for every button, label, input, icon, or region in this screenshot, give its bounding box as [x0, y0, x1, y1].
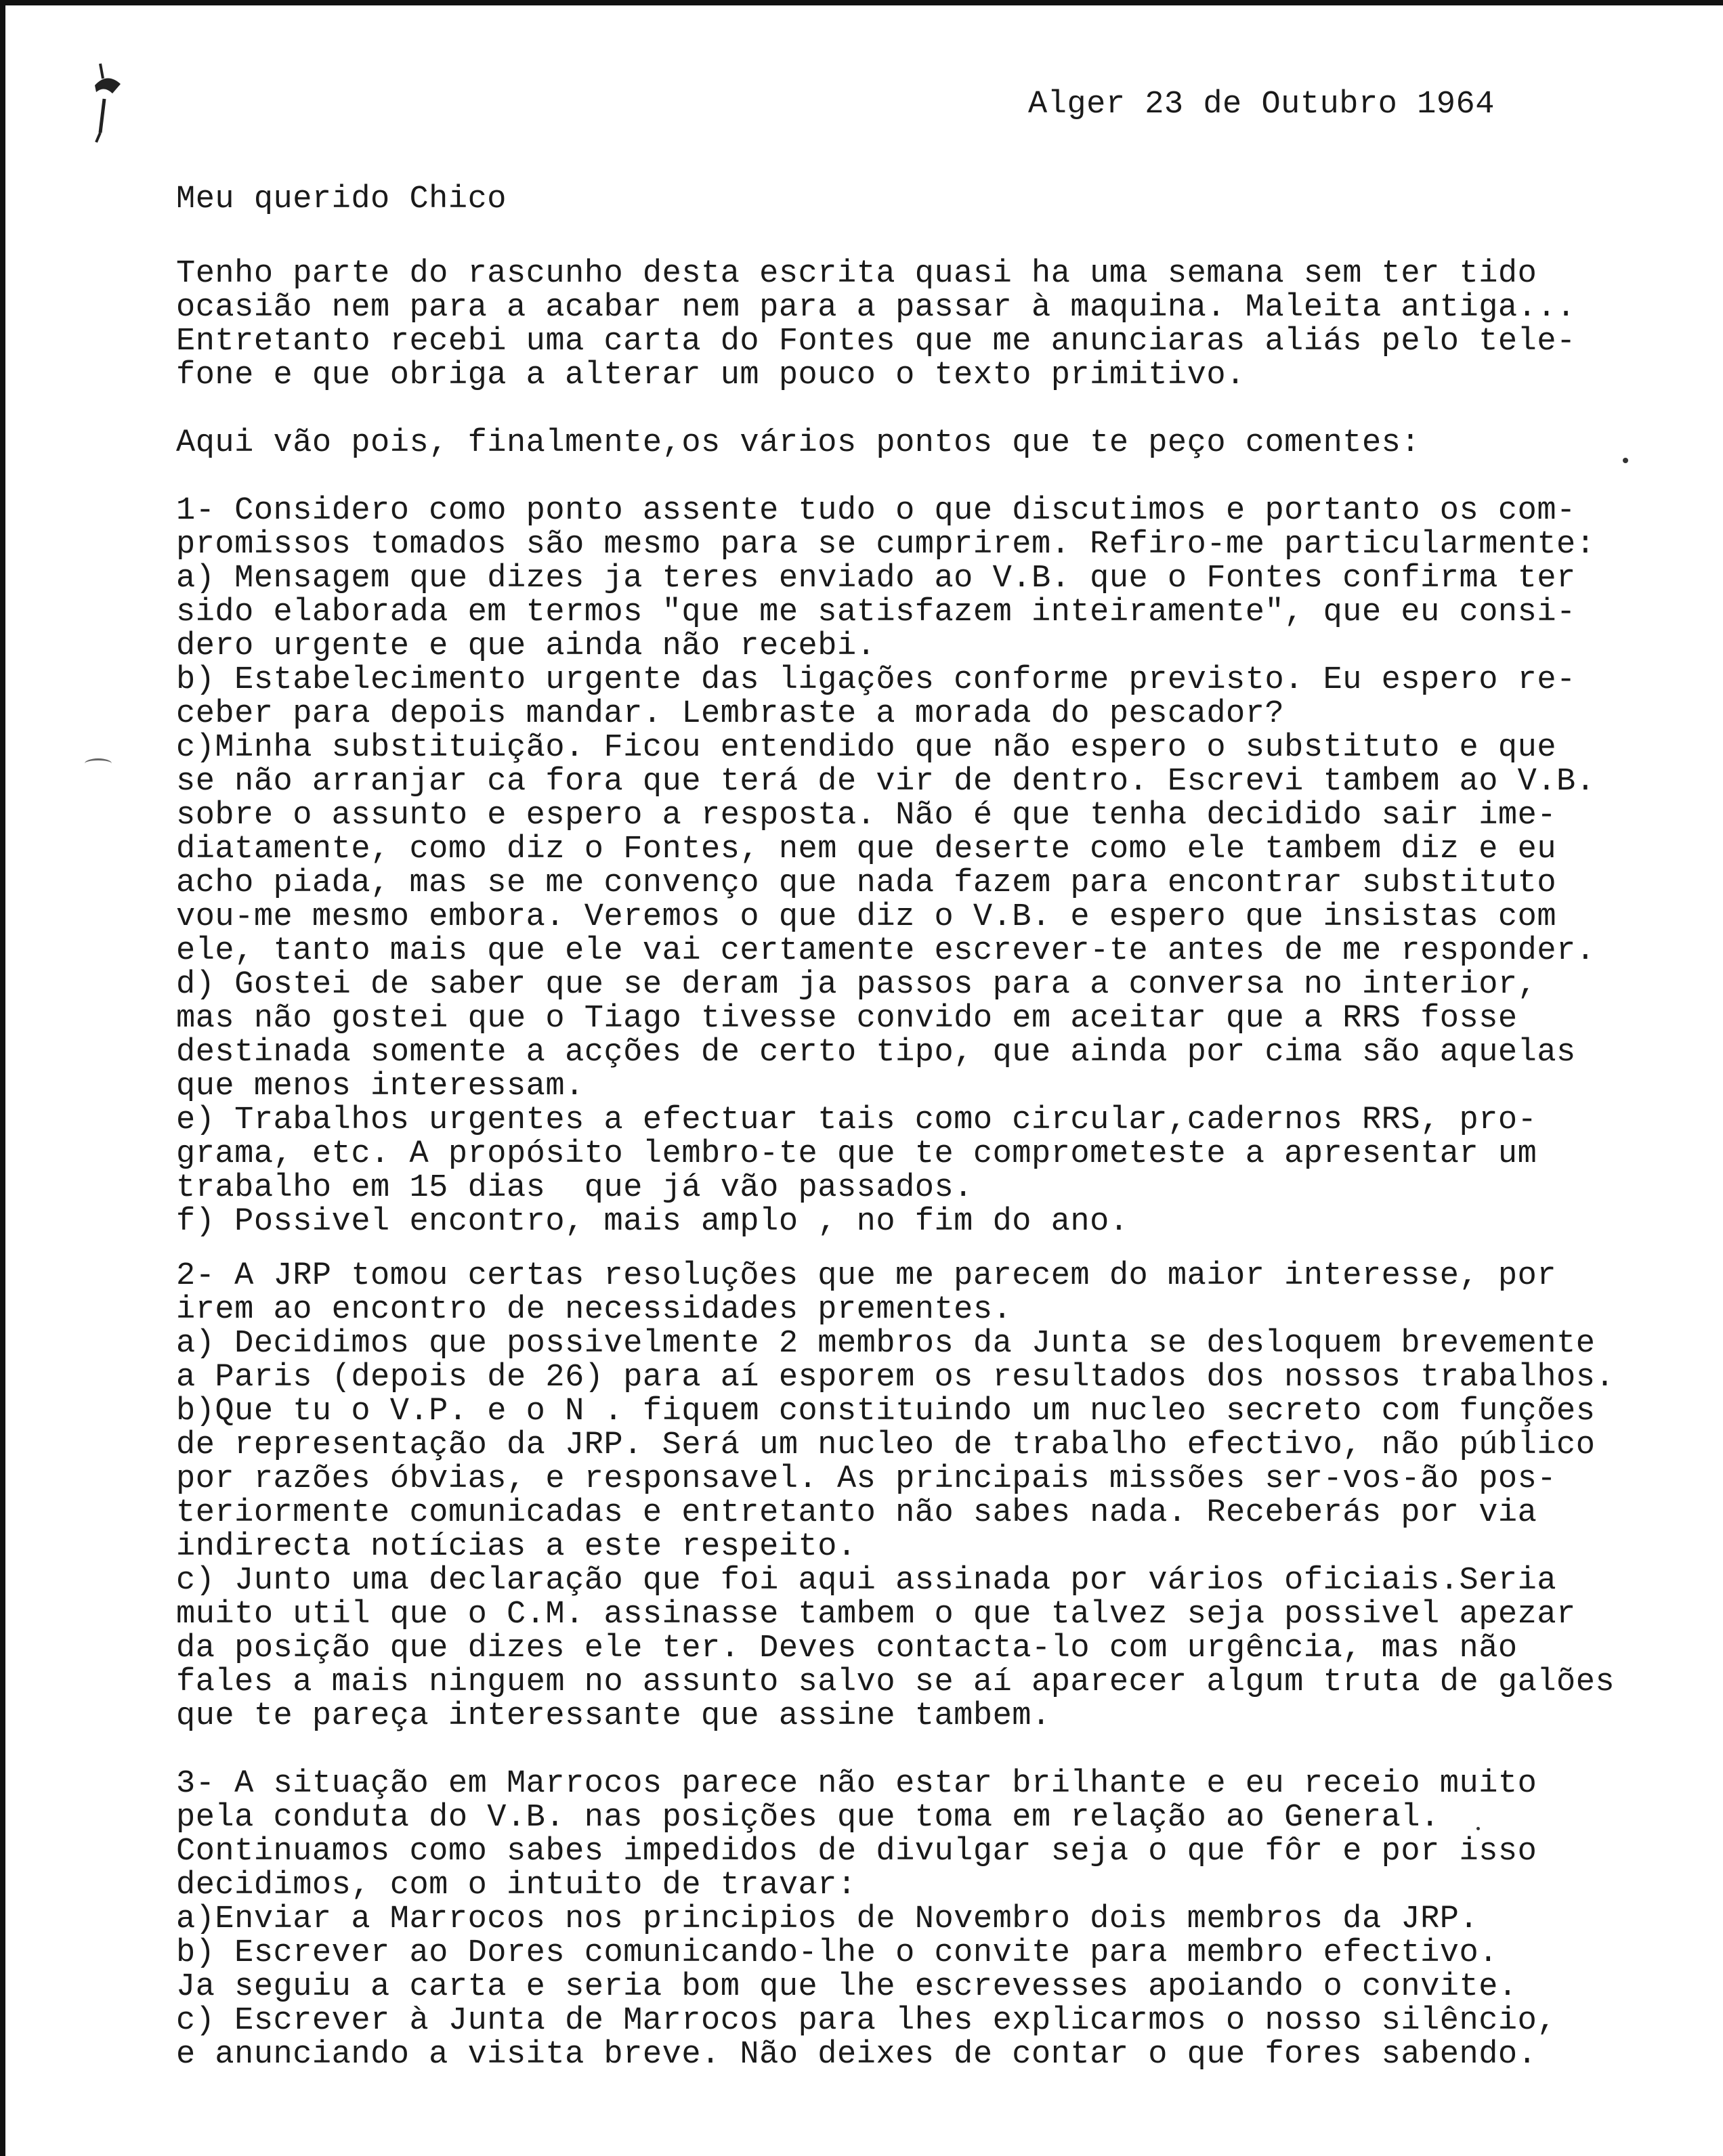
text-line: f) Possivel encontro, mais amplo , no fim do ano. [176, 1204, 1129, 1240]
text-line: dero urgente e que ainda não recebi. [176, 628, 876, 664]
points-intro [176, 427, 1673, 460]
text-line: vou-me mesmo embora. Veremos o que diz o V.B. e espero que insistas com [176, 899, 1557, 935]
text-line: c) Escrever à Junta de Marrocos para lhes explicarmos o nosso silêncio, [176, 2003, 1557, 2039]
page-border-left [0, 0, 5, 2156]
text-line: se não arranjar ca fora que terá de vir de dentro. Escrevi tambem ao V.B. [176, 764, 1596, 800]
text-line: promissos tomados são mesmo para se cumprirem. Refiro-me particularmente: [176, 527, 1596, 563]
text-line: Aqui vão pois, finalmente,os vários pontos que te peço comentes: [176, 425, 1421, 461]
text-line: b) Escrever ao Dores comunicando-lhe o convite para membro efectivo. [176, 1935, 1498, 1971]
text-line: que te pareça interessante que assine tambem. [176, 1698, 1051, 1734]
salutation: Meu querido Chico [176, 181, 507, 217]
letter-date: Alger 23 de Outubro 1964 [1028, 87, 1495, 123]
text-line: muito util que o C.M. assinasse tambem o que talvez seja possivel apezar [176, 1597, 1576, 1633]
text-line: fales a mais ninguem no assunto salvo se aí aparecer algum truta de galões [176, 1664, 1615, 1700]
text-line: ocasião nem para a acabar nem para a passar à maquina. Maleita antiga... [176, 290, 1576, 326]
text-line: c)Minha substituição. Ficou entendido que não espero o substituto e que [176, 730, 1557, 766]
text-line: c) Junto uma declaração que foi aqui assinada por vários oficiais.Seria [176, 1563, 1557, 1599]
text-line: pela conduta do V.B. nas posições que toma em relação ao General. [176, 1800, 1440, 1836]
text-line: Tenho parte do rascunho desta escrita quasi ha uma semana sem ter tido [176, 256, 1537, 292]
text-line: acho piada, mas se me convenço que nada fazem para encontrar substituto [176, 865, 1557, 901]
section-2 [176, 1259, 1673, 1733]
text-line: 2- A JRP tomou certas resoluções que me parecem do maior interesse, por [176, 1258, 1557, 1294]
text-line: mas não gostei que o Tiago tivesse convido em aceitar que a RRS fosse [176, 1001, 1518, 1037]
text-line: e anunciando a visita breve. Não deixes de contar o que fores sabendo. [176, 2037, 1537, 2073]
text-line: 3- A situação em Marrocos parece não estar brilhante e eu receio muito [176, 1766, 1537, 1802]
text-line: ele, tanto mais que ele vai certamente escrever-te antes de me responder. [176, 933, 1596, 969]
text-line: irem ao encontro de necessidades prementes. [176, 1292, 1013, 1328]
text-line: da posição que dizes ele ter. Deves contacta-lo com urgência, mas não [176, 1631, 1518, 1666]
text-line: a) Decidimos que possivelmente 2 membros da Junta se desloquem brevemente [176, 1326, 1596, 1362]
text-line: trabalho em 15 dias que já vão passados. [176, 1170, 973, 1206]
text-line: b)Que tu o V.P. e o N . fiquem constituindo um nucleo secreto com funções [176, 1394, 1596, 1429]
text-line: indirecta notícias a este respeito. [176, 1529, 857, 1565]
text-line: Ja seguiu a carta e seria bom que lhe escrevesses apoiando o convite. [176, 1969, 1518, 2005]
text-line: decidimos, com o intuito de travar: [176, 1868, 857, 1903]
text-line: diatamente, como diz o Fontes, nem que deserte como ele tambem diz e eu [176, 832, 1557, 867]
text-line: Continuamos como sabes impedidos de divulgar seja o que fôr e por isso [176, 1834, 1537, 1870]
text-line: por razões óbvias, e responsavel. As principais missões ser-vos-ão pos- [176, 1461, 1557, 1497]
text-line: 1- Considero como ponto assente tudo o que discutimos e portanto os com- [176, 493, 1576, 529]
text-line: a) Mensagem que dizes ja teres enviado ao V.B. que o Fontes confirma ter [176, 561, 1576, 597]
text-line: grama, etc. A propósito lembro-te que te comprometeste a apresentar um [176, 1136, 1537, 1172]
section-3 [176, 1767, 1673, 2072]
handwritten-mark-icon [80, 58, 141, 153]
text-line: que menos interessam. [176, 1069, 584, 1104]
text-line: a Paris (depois de 26) para aí esporem os resultados dos nossos trabalhos. [176, 1360, 1615, 1396]
text-line: destinada somente a acções de certo tipo, que ainda por cima são aquelas [176, 1035, 1576, 1071]
section-1 [176, 494, 1673, 1239]
text-line: sido elaborada em termos "que me satisfazem inteiramente", que eu consi- [176, 595, 1576, 630]
text-line: a)Enviar a Marrocos nos principios de Novembro dois membros da JRP. [176, 1901, 1479, 1937]
text-line: b) Estabelecimento urgente das ligações conforme previsto. Eu espero re- [176, 662, 1576, 698]
text-line: sobre o assunto e espero a resposta. Não é que tenha decidido sair ime- [176, 798, 1557, 834]
text-line: de representação da JRP. Será um nucleo de trabalho efectivo, não público [176, 1427, 1596, 1463]
text-line: Entretanto recebi uma carta do Fontes que me anunciaras aliás pelo tele- [176, 324, 1576, 360]
page-border-top [0, 0, 1723, 5]
text-line: e) Trabalhos urgentes a efectuar tais como circular,cadernos RRS, pro- [176, 1102, 1537, 1138]
text-line: ceber para depois mandar. Lembraste a morada do pescador? [176, 696, 1285, 732]
text-line: d) Gostei de saber que se deram ja passos para a conversa no interior, [176, 967, 1537, 1003]
paragraph-intro [176, 257, 1673, 393]
margin-tick-mark [85, 758, 112, 769]
text-line: teriormente comunicadas e entretanto não sabes nada. Receberás por via [176, 1495, 1537, 1531]
text-line: fone e que obriga a alterar um pouco o texto primitivo. [176, 358, 1246, 393]
